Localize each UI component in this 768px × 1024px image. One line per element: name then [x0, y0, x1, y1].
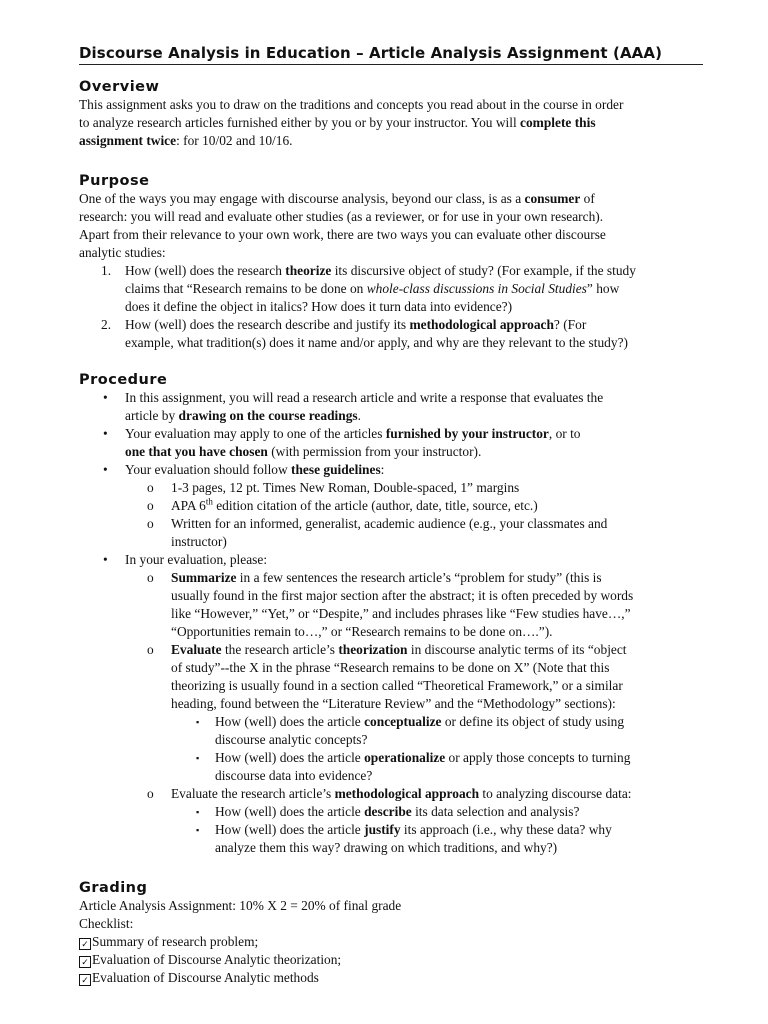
step-text: theorizing is usually found in a section called “Theoretical Framework,” or a similar — [171, 678, 623, 693]
bullet-icon: • — [103, 390, 108, 405]
checklist-text: Summary of research problem; — [92, 934, 259, 949]
checklist-item — [79, 933, 703, 951]
grading-heading: Grading — [79, 880, 148, 896]
bullet-bold: one that you have chosen — [125, 444, 268, 459]
step-bold: methodological approach — [334, 786, 480, 801]
substep-text: How (well) does the article — [215, 804, 365, 819]
step-evaluate-methodology — [79, 785, 703, 803]
step-bold: theorization — [338, 642, 408, 657]
guideline-text: 1-3 pages, 12 pt. Times New Roman, Double-spaced, 1” margins — [171, 480, 520, 495]
overview-line: : for 10/02 and 10/16. — [176, 133, 293, 148]
step-bold: Summarize — [171, 570, 237, 585]
substep-bold: operationalize — [364, 750, 446, 765]
checkbox-checked-icon: ✓ — [79, 956, 91, 968]
circle-icon: o — [147, 570, 154, 585]
step-summarize — [79, 569, 703, 641]
substep-justify — [79, 821, 703, 857]
bullet-text: article by — [125, 408, 179, 423]
step-text: to analyzing discourse data: — [479, 786, 632, 801]
purpose-text — [79, 190, 703, 262]
substep-text: its approach (i.e., why these data? why — [400, 822, 612, 837]
circle-icon: o — [147, 786, 154, 801]
item-text: How (well) does the research — [125, 263, 286, 278]
bullet-text: (with permission from your instructor). — [267, 444, 482, 459]
circle-icon: o — [147, 516, 154, 531]
step-text: usually found in the first major section after the abstract; it is often preceded by words — [171, 588, 634, 603]
item-text: claims that “Research remains to be done on — [125, 281, 367, 296]
bullet-bold: these guidelines — [291, 462, 381, 477]
bullet-text: In this assignment, you will read a research article and write a response that evaluates the — [125, 390, 604, 405]
overview-line: to analyze research articles furnished either by you or by your instructor. You will — [79, 115, 521, 130]
step-text: “Opportunities remain to…,” or “Research remains to be done on….”). — [171, 624, 553, 639]
item-number: 1. — [101, 263, 112, 278]
purpose-line: One of the ways you may engage with discourse analysis, beyond our class, is as a — [79, 191, 525, 206]
bullet-bold: drawing on the course readings — [178, 408, 358, 423]
guideline-2 — [79, 497, 703, 515]
guideline-1 — [79, 479, 703, 497]
purpose-bold: consumer — [524, 191, 581, 206]
substep-operationalize — [79, 749, 703, 785]
guideline-text: instructor) — [171, 534, 227, 549]
step-evaluate-theorization — [79, 641, 703, 713]
step-text: in discourse analytic terms of its “object — [407, 642, 627, 657]
bullet-text: Your evaluation may apply to one of the articles — [125, 426, 386, 441]
checkbox-checked-icon: ✓ — [79, 974, 91, 986]
item-text: does it define the object in italics? How does it turn data into evidence?) — [125, 299, 513, 314]
substep-text: its data selection and analysis? — [411, 804, 580, 819]
substep-text: discourse analytic concepts? — [215, 732, 368, 747]
step-text: the research article’s — [221, 642, 339, 657]
overview-bold: assignment twice — [79, 133, 177, 148]
guideline-text: edition citation of the article (author, date, title, source, etc.) — [212, 498, 538, 513]
checklist-text: Evaluation of Discourse Analytic theorization; — [92, 952, 342, 967]
procedure-bullet-3 — [79, 461, 703, 479]
grading-text: Article Analysis Assignment: 10% X 2 = 20% of final grade — [79, 898, 402, 913]
square-bullet-icon: ▪ — [196, 753, 200, 763]
substep-text: analyze them this way? drawing on which traditions, and why?) — [215, 840, 558, 855]
checklist-item — [79, 969, 703, 987]
checklist-text: Evaluation of Discourse Analytic methods — [92, 970, 319, 985]
checklist-label: Checklist: — [79, 916, 134, 931]
substep-bold: conceptualize — [364, 714, 442, 729]
guideline-text: Written for an informed, generalist, academic audience (e.g., your classmates and — [171, 516, 608, 531]
substep-text: or define its object of study using — [441, 714, 625, 729]
overview-heading: Overview — [79, 79, 160, 95]
step-text: like “However,” “Yet,” or “Despite,” and includes phrases like “Few studies have…,” — [171, 606, 631, 621]
guideline-3 — [79, 515, 703, 551]
bullet-icon: • — [103, 426, 108, 441]
purpose-line: Apart from their relevance to your own work, there are two ways you can evaluate other discourse — [79, 227, 606, 242]
substep-text: How (well) does the article — [215, 714, 365, 729]
bullet-icon: • — [103, 462, 108, 477]
square-bullet-icon: ▪ — [196, 807, 200, 817]
substep-bold: describe — [364, 804, 412, 819]
purpose-item-2 — [79, 316, 703, 352]
bullet-text: Your evaluation should follow — [125, 462, 292, 477]
step-text: heading, found between the “Literature Review” and the “Methodology” sections): — [171, 696, 616, 711]
square-bullet-icon: ▪ — [196, 825, 200, 835]
bullet-text: In your evaluation, please: — [125, 552, 268, 567]
purpose-heading: Purpose — [79, 173, 150, 189]
document-title: Discourse Analysis in Education – Article Analysis Assignment (AAA) — [79, 43, 703, 65]
item-italic: whole-class discussions in Social Studies — [366, 281, 587, 296]
item-text: How (well) does the research describe and justify its — [125, 317, 410, 332]
step-text: Evaluate the research article’s — [171, 786, 335, 801]
purpose-line: research: you will read and evaluate other studies (as a reviewer, or for use in your own research). — [79, 209, 604, 224]
item-bold: theorize — [285, 263, 332, 278]
circle-icon: o — [147, 480, 154, 495]
step-text: of study”--the X in the phrase “Research remains to be done on X” (Note that this — [171, 660, 610, 675]
circle-icon: o — [147, 642, 154, 657]
substep-text: How (well) does the article — [215, 750, 365, 765]
item-text: its discursive object of study? (For example, if the study — [331, 263, 636, 278]
procedure-bullet-1 — [79, 389, 703, 425]
substep-text: or apply those concepts to turning — [445, 750, 631, 765]
overview-bold: complete this — [520, 115, 596, 130]
item-text: example, what tradition(s) does it name and/or apply, and why are they relevant to the study?) — [125, 335, 628, 350]
procedure-section — [79, 371, 703, 857]
substep-describe — [79, 803, 703, 821]
bullet-text: : — [380, 462, 385, 477]
bullet-text: . — [357, 408, 361, 423]
purpose-line: of — [580, 191, 595, 206]
item-text: ” how — [586, 281, 620, 296]
procedure-bullet-4 — [79, 551, 703, 569]
square-bullet-icon: ▪ — [196, 717, 200, 727]
step-bold: Evaluate — [171, 642, 222, 657]
item-number: 2. — [101, 317, 112, 332]
superscript: th — [205, 496, 213, 507]
substep-text: How (well) does the article — [215, 822, 365, 837]
circle-icon: o — [147, 498, 154, 513]
grading-section — [79, 879, 703, 987]
overview-section — [79, 78, 703, 150]
procedure-bullet-2 — [79, 425, 703, 461]
purpose-item-1 — [79, 262, 703, 316]
item-bold: methodological approach — [409, 317, 554, 332]
bullet-icon: • — [103, 552, 108, 567]
substep-conceptualize — [79, 713, 703, 749]
substep-text: discourse data into evidence? — [215, 768, 373, 783]
substep-bold: justify — [364, 822, 401, 837]
bullet-bold: furnished by your instructor — [385, 426, 549, 441]
item-text: ? (For — [553, 317, 587, 332]
purpose-line: analytic studies: — [79, 245, 166, 260]
overview-text — [79, 96, 703, 150]
guideline-text: APA 6 — [171, 498, 206, 513]
procedure-heading: Procedure — [79, 372, 168, 388]
purpose-section — [79, 172, 703, 352]
step-text: in a few sentences the research article’s “problem for study” (this is — [236, 570, 602, 585]
bullet-text: , or to — [548, 426, 581, 441]
checklist-item — [79, 951, 703, 969]
checkbox-checked-icon: ✓ — [79, 938, 91, 950]
overview-line: This assignment asks you to draw on the traditions and concepts you read about in the course in order — [79, 97, 624, 112]
